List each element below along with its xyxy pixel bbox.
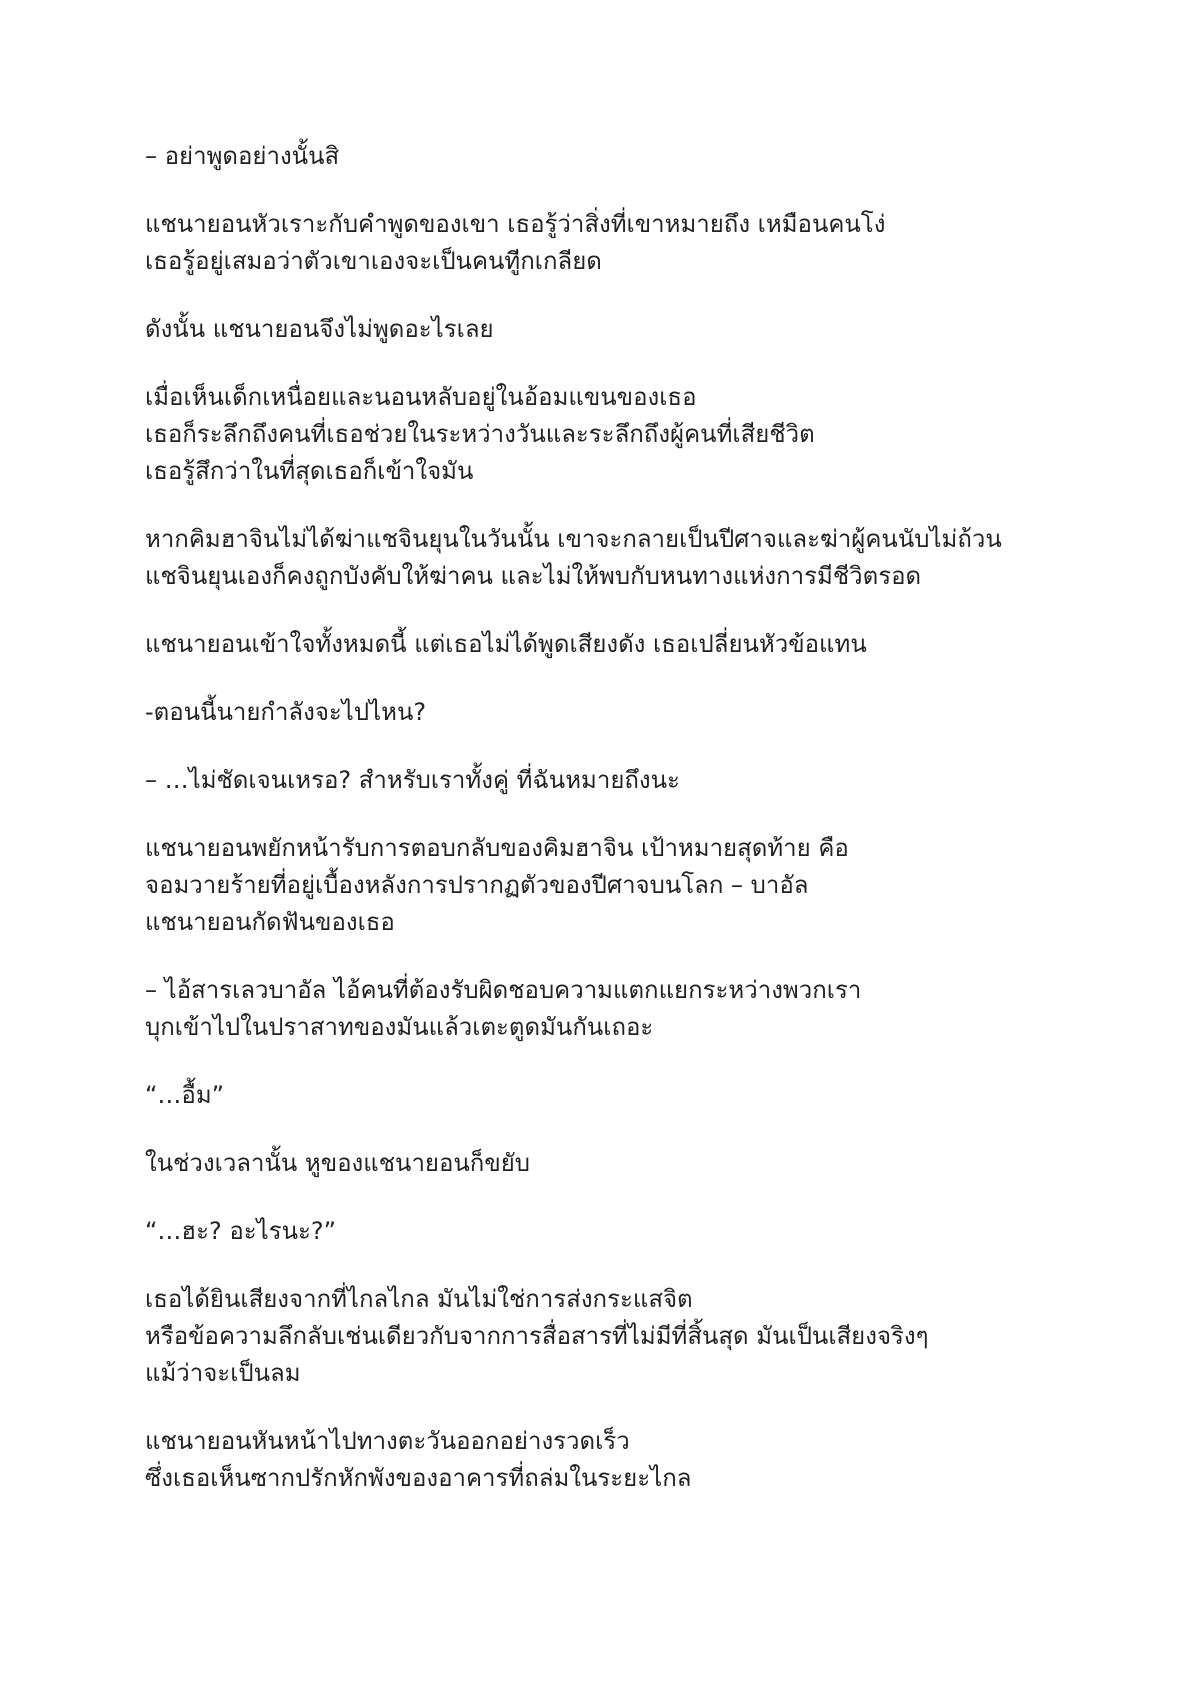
paragraph — [145, 694, 1045, 731]
paragraph — [145, 521, 1045, 595]
paragraph — [145, 1145, 1045, 1182]
paragraph — [145, 972, 1045, 1046]
text-line: เมื่อเห็นเด็กเหนื่อยและนอนหลับอยู่ในอ้อมแขนของเธอ — [145, 383, 697, 411]
paragraph — [145, 1213, 1045, 1250]
paragraph — [145, 830, 1045, 941]
paragraph — [145, 1423, 1045, 1497]
text-line: หรือข้อความลึกลับเช่นเดียวกับจากการสื่อสารที่ไม่มีที่สิ้นสุด มันเป็นเสียงจริงๆ — [145, 1322, 929, 1350]
paragraph — [145, 379, 1045, 490]
text-line: ดังนั้น แชนายอนจึงไม่พูดอะไรเลย — [145, 315, 494, 343]
text-line: – ไอ้สารเลวบาอัล ไอ้คนที่ต้องรับผิดชอบความแตกแยกระหว่างพวกเรา — [145, 976, 862, 1004]
paragraph — [145, 311, 1045, 348]
text-line: – …ไม่ชัดเจนเหรอ? สำหรับเราทั้งคู่ ที่ฉันหมายถึงนะ — [145, 766, 680, 794]
text-line: บุกเข้าไปในปราสาทของมันแล้วเตะตูดมันกันเถอะ — [145, 1013, 654, 1041]
text-line: เธอรู้สึกว่าในที่สุดเธอก็เข้าใจมัน — [145, 457, 474, 485]
text-line: หากคิมฮาจินไม่ได้ฆ่าแชจินยุนในวันนั้น เขาจะกลายเป็นปีศาจและฆ่าผู้คนนับไม่ถ้วน — [145, 525, 1002, 553]
text-line: -ตอนนี้นายกำลังจะไปไหน? — [145, 698, 427, 726]
text-line: “…อื้ม” — [145, 1081, 225, 1109]
paragraph — [145, 762, 1045, 799]
text-line: แชจินยุนเองก็คงถูกบังคับให้ฆ่าคน และไม่ให้พบกับหนทางแห่งการมีชีวิตรอด — [145, 562, 922, 590]
text-line: เธอได้ยินเสียงจากที่ไกลไกล มันไม่ใช่การส่งกระแสจิต — [145, 1285, 693, 1313]
text-line: แชนายอนพยักหน้ารับการตอบกลับของคิมฮาจิน เป้าหมายสุดท้าย คือ — [145, 834, 849, 862]
paragraph — [145, 1077, 1045, 1114]
text-line: แชนายอนหันหน้าไปทางตะวันออกอย่างรวดเร็ว — [145, 1427, 630, 1455]
text-line: เธอรู้อยู่เสมอว่าตัวเขาเองจะเป็นคนทีู่กเกลียด — [145, 247, 602, 275]
paragraph — [145, 206, 1045, 280]
paragraph — [145, 1281, 1045, 1392]
paragraph — [145, 626, 1045, 663]
text-line: เธอก็ระลึกถึงคนที่เธอช่วยในระหว่างวันและระลึกถึงผู้คนที่เสียชีวิต — [145, 420, 815, 448]
text-line: แชนายอนกัดฟันของเธอ — [145, 908, 395, 936]
document-body — [145, 138, 1045, 1528]
text-line: แชนายอนเข้าใจทั้งหมดนี้ แต่เธอไม่ได้พูดเสียงดัง เธอเปลี่ยนหัวข้อแทน — [145, 630, 867, 658]
text-line: ซึ่งเธอเห็นซากปรักหักพังของอาคารที่ถล่มในระยะไกล — [145, 1464, 692, 1492]
text-line: แชนายอนหัวเราะกับคำพูดของเขา เธอรู้ว่าสิ่งที่เขาหมายถึง เหมือนคนโง่ — [145, 210, 886, 238]
text-line: “…ฮะ? อะไรนะ?” — [145, 1217, 337, 1245]
text-line: – อย่าพูดอย่างนั้นสิ — [145, 142, 340, 170]
text-line: จอมวายร้ายที่อยู่เบื้องหลังการปรากฏตัวของปีศาจบนโลก – บาอัล — [145, 871, 809, 899]
paragraph — [145, 138, 1045, 175]
text-line: แม้ว่าจะเป็นลม — [145, 1359, 301, 1387]
text-line: ในช่วงเวลานั้น หูของแชนายอนก็ขยับ — [145, 1149, 531, 1177]
